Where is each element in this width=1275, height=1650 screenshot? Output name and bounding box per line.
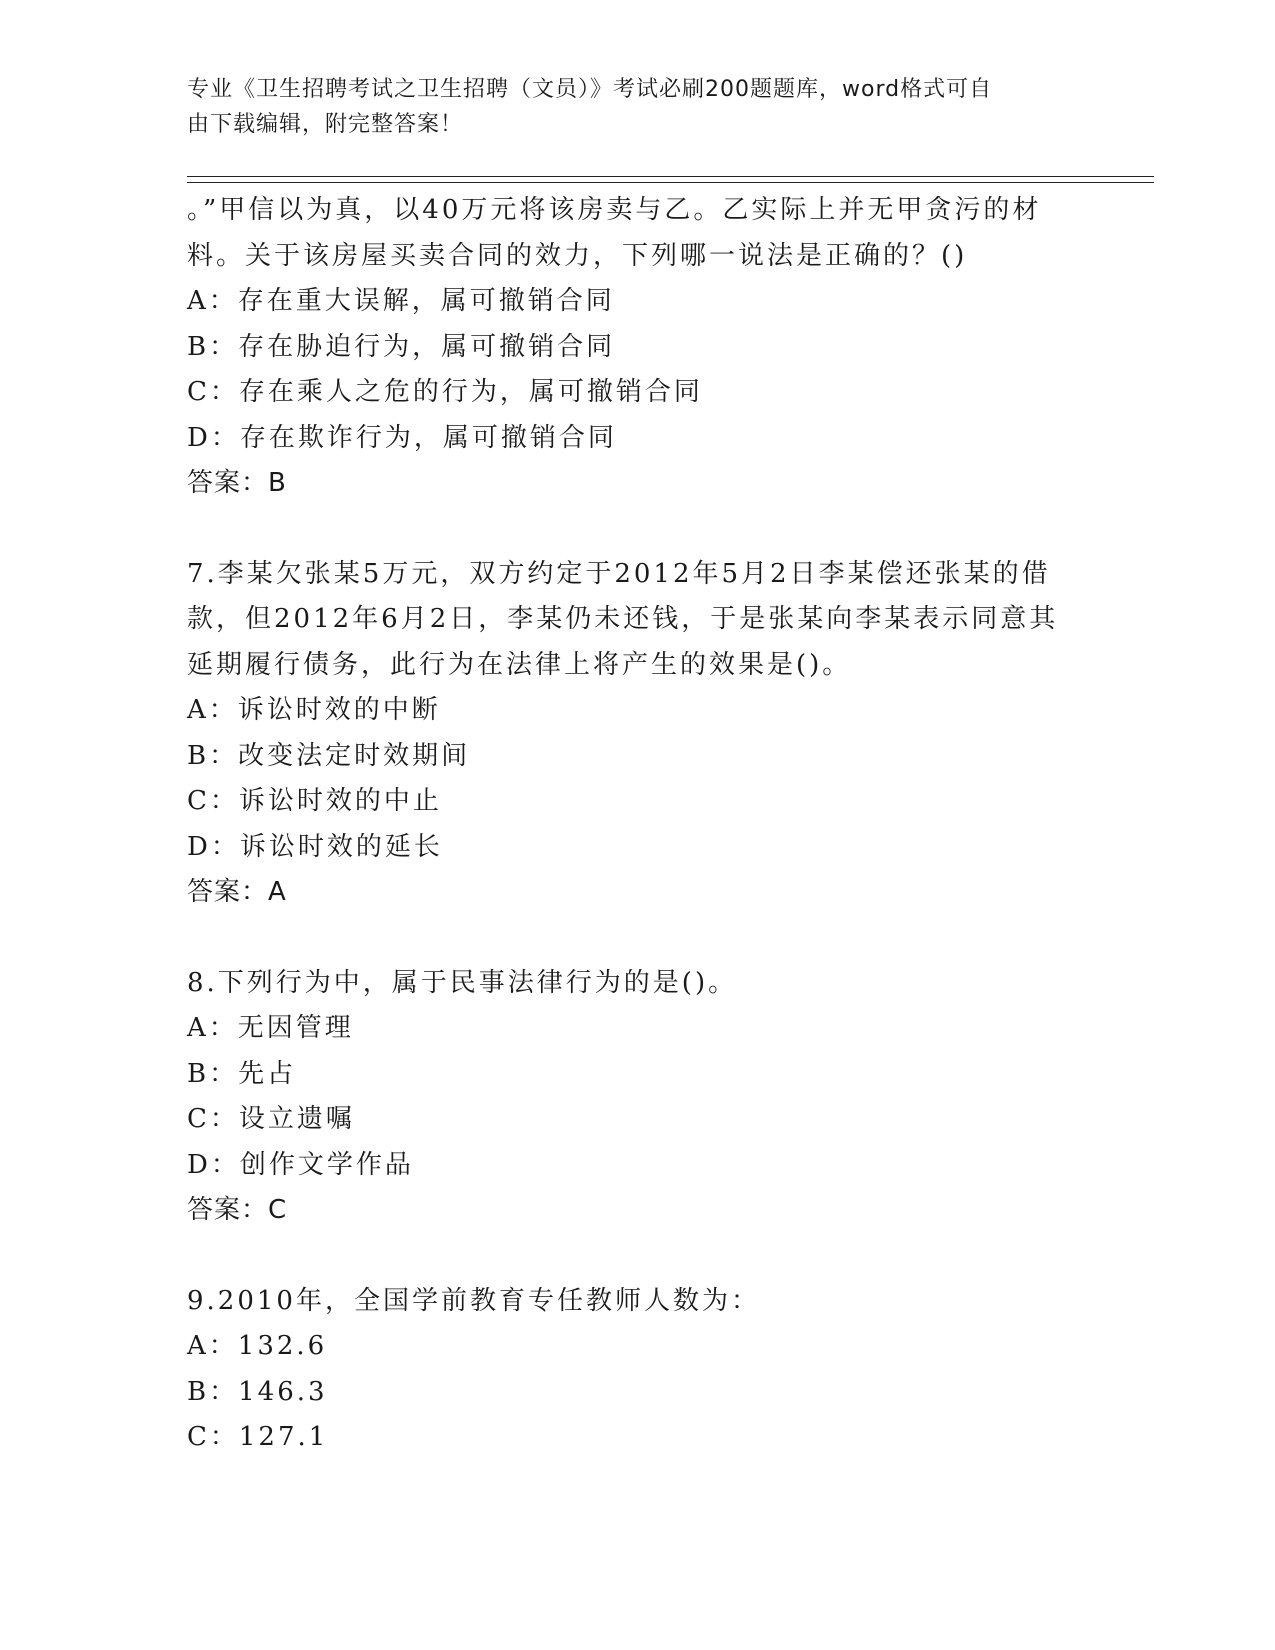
header-line-1: 专业《卫生招聘考试之卫生招聘（文员）》考试必刷200题题库，word格式可自 xyxy=(187,77,993,102)
answer-line: 答案：C xyxy=(187,1195,288,1225)
document-header xyxy=(187,72,1067,142)
question-stem-line: 延期履行债务，此行为在法律上将产生的效果是()。 xyxy=(187,649,852,680)
option-a: A：132.6 xyxy=(187,1331,328,1361)
option-d: D：诉讼时效的延长 xyxy=(187,831,443,862)
question-stem-line: 料。关于该房屋买卖合同的效力，下列哪一说法是正确的？() xyxy=(187,240,968,271)
question-block xyxy=(187,1279,1087,1461)
option-c: C：127.1 xyxy=(187,1422,329,1452)
answer-line: 答案：B xyxy=(187,468,287,498)
answer-line: 答案：A xyxy=(187,877,287,907)
question-stem-line: 。”甲信以为真，以40万元将该房卖与乙。乙实际上并无甲贪污的材 xyxy=(187,195,1042,225)
question-stem-line: 7.李某欠张某5万元，双方约定于2012年5月2日李某偿还张某的借 xyxy=(187,558,1051,589)
spacer xyxy=(187,507,1087,552)
header-rule-bottom xyxy=(187,182,1154,183)
option-b: B：改变法定时效期间 xyxy=(187,740,471,771)
question-block xyxy=(187,961,1087,1234)
question-block xyxy=(187,552,1087,916)
option-c: C：诉讼时效的中止 xyxy=(187,786,442,816)
question-stem-line: 8.下列行为中，属于民事法律行为的是()。 xyxy=(187,967,738,998)
question-block xyxy=(187,188,1087,507)
header-rule-top xyxy=(187,176,1154,177)
question-stem-line: 9.2010年，全国学前教育专任教师人数为： xyxy=(187,1285,760,1316)
option-b: B：146.3 xyxy=(187,1376,328,1407)
question-list xyxy=(187,188,1087,1461)
option-a: A：存在重大误解，属可撤销合同 xyxy=(187,286,615,316)
option-a: A：诉讼时效的中断 xyxy=(187,695,441,725)
spacer xyxy=(187,916,1087,961)
header-line-2: 由下载编辑，附完整答案！ xyxy=(187,112,464,137)
spacer xyxy=(187,1234,1087,1279)
option-a: A：无因管理 xyxy=(187,1013,354,1043)
option-c: C：设立遗嘱 xyxy=(187,1104,355,1134)
option-d: D：创作文学作品 xyxy=(187,1149,414,1180)
option-b: B：先占 xyxy=(187,1058,297,1089)
option-d: D：存在欺诈行为，属可撤销合同 xyxy=(187,422,617,453)
option-c: C：存在乘人之危的行为，属可撤销合同 xyxy=(187,377,703,407)
question-stem-line: 款，但2012年6月2日，李某仍未还钱，于是张某向李某表示同意其 xyxy=(187,604,1059,634)
option-b: B：存在胁迫行为，属可撤销合同 xyxy=(187,331,616,362)
